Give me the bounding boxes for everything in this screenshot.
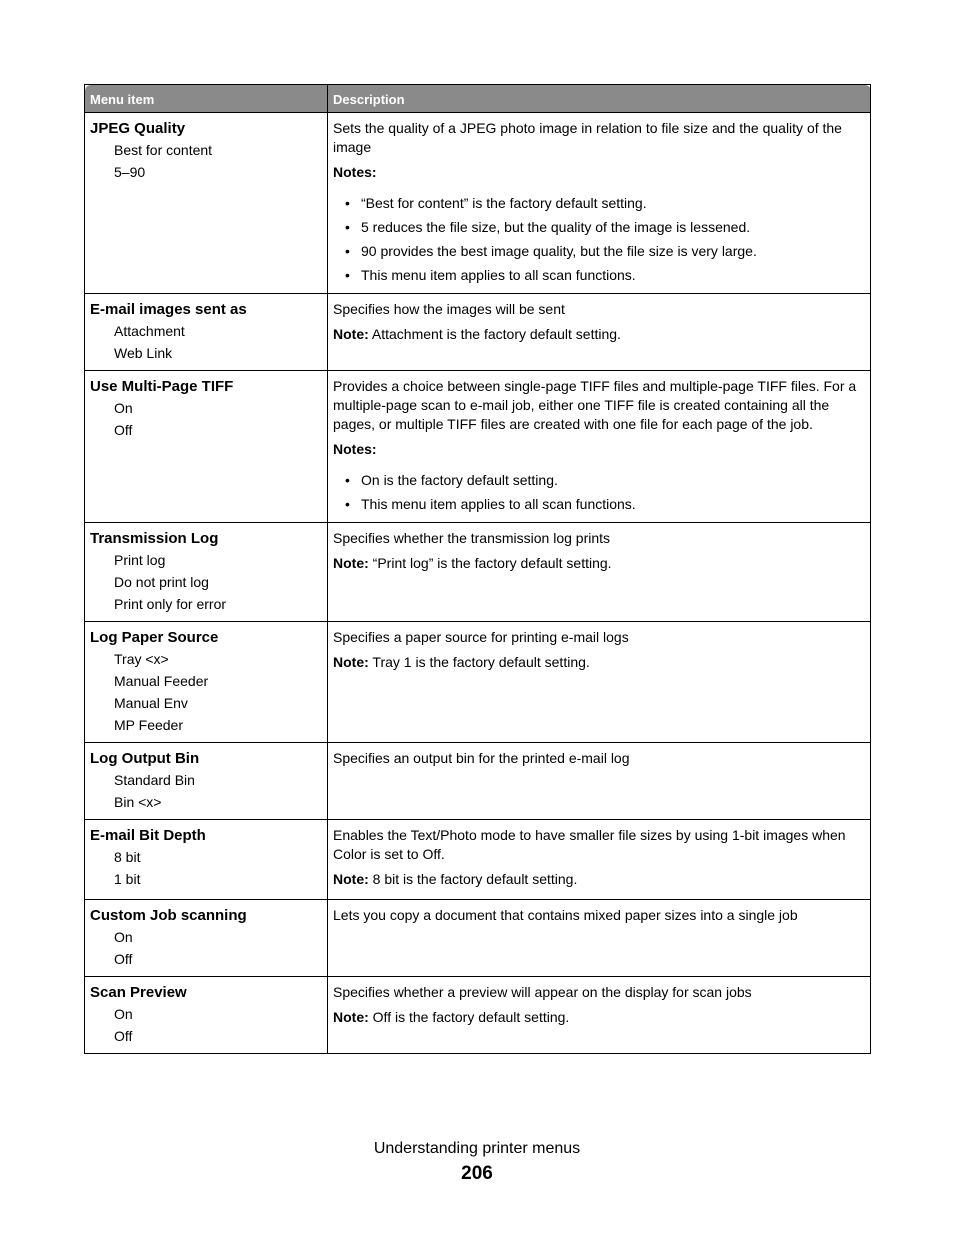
menu-option: Standard Bin (114, 772, 195, 788)
note-text: 8 bit is the factory default setting. (372, 871, 578, 887)
menu-option: Web Link (114, 345, 173, 361)
menu-option: Off (114, 1028, 133, 1044)
note-text: This menu item applies to all scan functions. (361, 496, 636, 512)
notes-heading: Notes: (333, 441, 377, 457)
menu-option: 1 bit (114, 871, 141, 887)
table-header-row (85, 85, 871, 113)
menu-option: MP Feeder (114, 717, 183, 733)
menu-item-name: Custom Job scanning (90, 907, 247, 924)
menu-table (84, 84, 871, 1054)
note-label: Note: (333, 654, 369, 670)
menu-item-name: E-mail images sent as (90, 301, 247, 318)
description-text: Lets you copy a document that contains mixed paper sizes into a single job (333, 907, 798, 923)
note-bullet (345, 468, 865, 492)
bullet-icon: • (345, 243, 350, 259)
note-label: Note: (333, 1009, 369, 1025)
menu-item-options (90, 397, 322, 441)
description-cell (328, 113, 871, 294)
description-text: Specifies how the images will be sent (333, 301, 565, 317)
menu-item-options (90, 846, 322, 890)
menu-item-options (90, 648, 322, 736)
menu-item-cell (85, 371, 328, 523)
bullet-icon: • (345, 496, 350, 512)
menu-option: 8 bit (114, 849, 141, 865)
table-row (85, 743, 871, 820)
menu-option: Best for content (114, 142, 213, 158)
menu-item-options (90, 769, 322, 813)
menu-item-options (90, 320, 322, 364)
description-text: Specifies whether the transmission log prints (333, 530, 611, 546)
description-cell (328, 820, 871, 900)
table-row (85, 294, 871, 371)
menu-item-name: Use Multi-Page TIFF (90, 378, 234, 395)
description-cell (328, 523, 871, 622)
note-bullet (345, 215, 865, 239)
note-text: Tray 1 is the factory default setting. (372, 654, 590, 670)
menu-item-cell (85, 743, 328, 820)
note-line (333, 554, 865, 573)
menu-option: On (114, 1006, 133, 1022)
table-row (85, 900, 871, 977)
menu-item-cell (85, 900, 328, 977)
menu-option: Print log (114, 552, 166, 568)
menu-option: Tray <x> (114, 651, 169, 667)
description-text: Specifies a paper source for printing e-mail logs (333, 629, 629, 645)
menu-item-cell (85, 977, 328, 1054)
menu-item-name: Transmission Log (90, 530, 219, 547)
menu-option: Do not print log (114, 574, 209, 590)
menu-item-cell (85, 523, 328, 622)
menu-item-name: Log Output Bin (90, 750, 200, 767)
table-row (85, 523, 871, 622)
menu-item-options (90, 1003, 322, 1047)
note-line (333, 325, 865, 344)
note-text: On is the factory default setting. (361, 472, 558, 488)
note-label: Note: (333, 555, 369, 571)
note-line (333, 653, 865, 672)
table-row (85, 820, 871, 900)
table-row (85, 622, 871, 743)
menu-item-name: JPEG Quality (90, 120, 186, 137)
notes-heading: Notes: (333, 164, 377, 180)
note-text: Off is the factory default setting. (372, 1009, 570, 1025)
menu-option: Off (114, 951, 133, 967)
bullet-icon: • (345, 219, 350, 235)
menu-option: Print only for error (114, 596, 227, 612)
bullet-icon: • (345, 195, 350, 211)
description-text: Specifies whether a preview will appear on the display for scan jobs (333, 984, 752, 1000)
menu-item-cell (85, 113, 328, 294)
bullet-icon: • (345, 472, 350, 488)
menu-item-options (90, 926, 322, 970)
notes-list (333, 468, 865, 516)
note-bullet (345, 492, 865, 516)
menu-option: 5–90 (114, 164, 146, 180)
header-menu-item: Menu item (85, 85, 328, 113)
description-text: Enables the Text/Photo mode to have smaller file sizes by using 1-bit images when Color is set to Off. (333, 827, 846, 862)
description-text: Specifies an output bin for the printed e-mail log (333, 750, 630, 766)
note-text: This menu item applies to all scan functions. (361, 267, 636, 283)
note-bullet (345, 239, 865, 263)
menu-option: Manual Feeder (114, 673, 209, 689)
description-cell (328, 371, 871, 523)
note-line (333, 1008, 865, 1027)
note-label: Note: (333, 871, 369, 887)
note-text: 90 provides the best image quality, but the file size is very large. (361, 243, 757, 259)
menu-item-options (90, 549, 322, 615)
description-cell (328, 977, 871, 1054)
menu-option: Off (114, 422, 133, 438)
menu-item-options (90, 139, 322, 183)
menu-item-cell (85, 820, 328, 900)
menu-option: On (114, 929, 133, 945)
note-text: 5 reduces the file size, but the quality of the image is lessened. (361, 219, 751, 235)
menu-item-cell (85, 622, 328, 743)
note-label: Note: (333, 326, 369, 342)
menu-option: Manual Env (114, 695, 188, 711)
footer-title: Understanding printer menus (373, 1140, 581, 1157)
description-cell (328, 743, 871, 820)
description-cell (328, 294, 871, 371)
table-row (85, 977, 871, 1054)
table-row (85, 371, 871, 523)
note-bullet (345, 191, 865, 215)
description-text: Sets the quality of a JPEG photo image in relation to file size and the quality of the image (333, 120, 842, 155)
menu-option: Bin <x> (114, 794, 162, 810)
table-row (85, 113, 871, 294)
menu-item-name: Scan Preview (90, 984, 187, 1001)
menu-option: On (114, 400, 133, 416)
description-cell (328, 622, 871, 743)
menu-item-name: E-mail Bit Depth (90, 827, 206, 844)
notes-list (333, 191, 865, 287)
note-bullet (345, 263, 865, 287)
bullet-icon: • (345, 267, 350, 283)
header-description: Description (328, 85, 871, 113)
note-text: Attachment is the factory default setting. (371, 326, 621, 342)
note-text: “Best for content” is the factory default setting. (361, 195, 647, 211)
menu-option: Attachment (114, 323, 185, 339)
note-line (333, 870, 865, 889)
page-number: 206 (461, 1163, 493, 1184)
note-text: “Print log” is the factory default setting. (372, 555, 612, 571)
description-cell (328, 900, 871, 977)
menu-item-cell (85, 294, 328, 371)
page-footer (0, 1138, 954, 1188)
description-text: Provides a choice between single-page TIFF files and multiple-page TIFF files. For a multiple-page scan to e-mail job, either one TIFF file is created containing all the pages, or multiple TIFF files are created with one file for each page of the job. (333, 378, 857, 432)
menu-item-name: Log Paper Source (90, 629, 219, 646)
